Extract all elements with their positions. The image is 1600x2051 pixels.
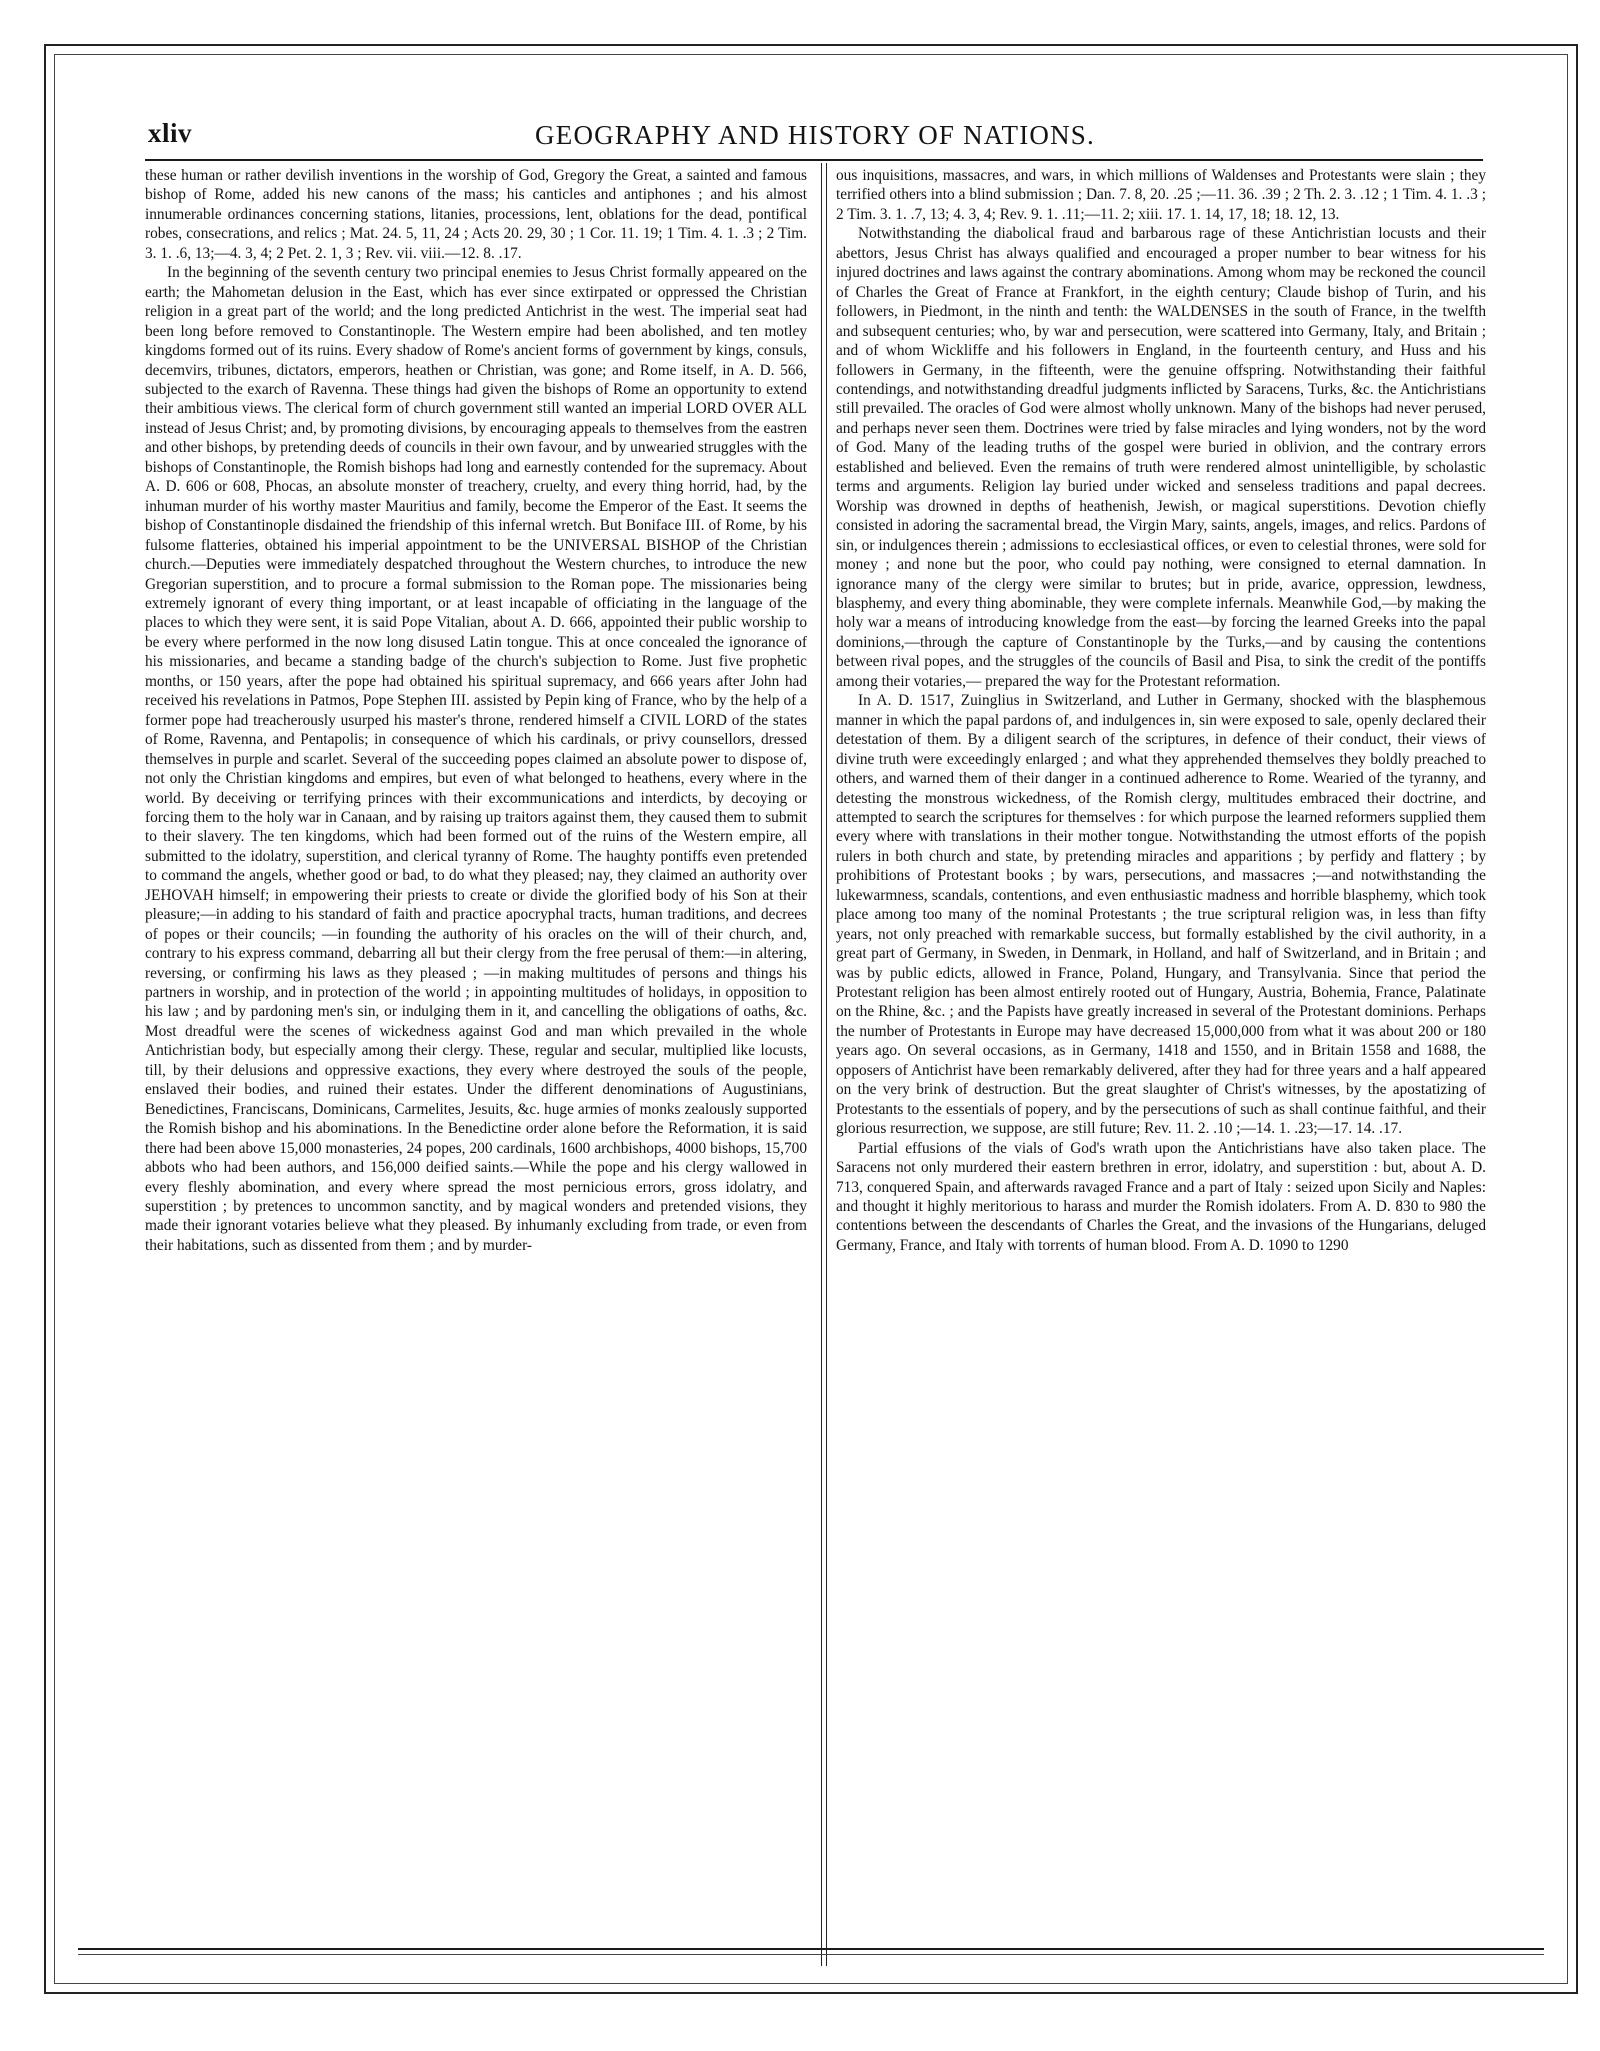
paragraph: In A. D. 1517, Zuinglius in Switzerland, and Luther in Germany, shocked with the blasphemous manner in which the papal pardons of, and indulgences in, sin were exposed to sale, openly declared their detestation of them. By a diligent search of the scriptures, in defence of their conduct, their views of divine truth were exceedingly enlarged ; and what they apprehended themselves they boldly preached to others, and warned them of their danger in a continued adherence to Rome. Wearied of the tyranny, and detesting the monstrous wickedness, of the Romish clergy, multitudes embraced their doctrine, and attempted to search the scriptures for themselves : for which purpose the learned reformers supplied them every where with translations in their mother tongue. Notwithstanding the utmost efforts of the popish rulers in both church and state, by pretending miracles and apparitions ; by perfidy and flattery ; by prohibitions of Protestant books ; by wars, persecutions, and massacres ;—and notwithstanding the lukewarmness, scandals, contentions, and even enthusiastic madness and horrible blasphemy, which took place among too many of the nominal Protestants ; the true scriptural religion was, in less than fifty years, not only preached with remarkable success, but formally established by the civil authority, in a great part of Germany, in Sweden, in Denmark, in Holland, and half of Switzerland, and in Britain ; and was by public edicts, allowed in France, Poland, Hungary, and Transylvania. Since that period the Protestant religion has been almost entirely rooted out of Hungary, Austria, Bohemia, France, Palatinate on the Rhine, &c. ; and the Papists have greatly increased in several of the Protestant dominions. Perhaps the number of Protestants in Europe may have decreased 15,000,000 from what it was about 200 or 180 years ago. On several occasions, as in Germany, 1418 and 1550, and in Britain 1558 and 1688, the opposers of Antichrist have been remarkably delivered, after they had for three years and a half appeared on the very brink of destruction. But the great slaughter of Christ's witnesses, by the apostatizing of Protestants to the essentials of popery, and by the persecutions of such as shall continue faithful, and their glorious resurrection, we suppose, are still future; Rev. 11. 2. .10 ;—14. 1. .23;—17. 14. .17.: [836, 692, 1486, 1138]
column-divider: [826, 163, 827, 1966]
right-column: [836, 166, 1486, 1946]
running-title: GEOGRAPHY AND HISTORY OF NATIONS.: [535, 120, 1095, 150]
paragraph: Partial effusions of the vials of God's wrath upon the Antichristians have also taken place. The Saracens not only murdered their eastern brethren in error, idolatry, and superstition : but, about A. D. 713, conquered Spain, and afterwards ravaged France and a part of Italy : seized upon Sicily and Naples: and thought it highly meritorious to harass and murder the Romish idolaters. From A. D. 830 to 980 the contentions between the descendants of Charles the Great, and the invasions of the Hungarians, deluged Germany, France, and Italy with torrents of human blood. From A. D. 1090 to 1290: [836, 1139, 1486, 1254]
page-number: xliv: [148, 118, 193, 148]
header-rule: [145, 159, 1483, 161]
page-header: [148, 118, 1482, 152]
paragraph: In the beginning of the seventh century two principal enemies to Jesus Christ formally appeared on the earth; the Mahometan delusion in the East, which has ever since extirpated or oppressed the Christian religion in a great part of the world; and the long predicted Antichrist in the west. The imperial seat had been long before removed to Constantinople. The Western empire had been abolished, and ten motley kingdoms formed out of its ruins. Every shadow of Rome's ancient forms of government by kings, consuls, decemvirs, tribunes, dictators, emperors, heathen or Christian, was gone; and Rome itself, in A. D. 566, subjected to the exarch of Ravenna. These things had given the bishops of Rome an opportunity to extend their ambitious views. The clerical form of church government still wanted an imperial LORD OVER ALL instead of Jesus Christ; and, by promoting divisions, by encouraging appeals to themselves from the eastren and other bishops, by pretending deeds of councils in their own favour, and by unwearied struggles with the bishops of Constantinople, the Romish bishops had long and earnestly contended for the supremacy. About A. D. 606 or 608, Phocas, an absolute monster of treachery, cruelty, and every thing horrid, had, by the inhuman murder of his worthy master Mauritius and family, become the Emperor of the East. It seems the bishop of Constantinople disdained the friendship of this infernal wretch. But Boniface III. of Rome, by his fulsome flatteries, obtained his imperial appointment to be the UNIVERSAL BISHOP of the Christian church.—Deputies were immediately despatched throughout the Western churches, to introduce the new Gregorian superstition, and to procure a formal submission to the Roman pope. The missionaries being extremely ignorant of every thing important, or at least incapable of officiating in the language of the places to which they were sent, it is said Pope Vitalian, about A. D. 666, appointed their public worship to be every where performed in the now long disused Latin tongue. This at once concealed the ignorance of his missionaries, and became a standing badge of the church's subjection to Rome. Just five prophetic months, or 150 years, after the pope had obtained his spiritual supremacy, and 666 years after John had received his revelations in Patmos, Pope Stephen III. assisted by Pepin king of France, who by the help of a former pope had treacherously usurped his master's throne, rendered himself a CIVIL LORD of the states of Rome, Ravenna, and Pentapolis; in consequence of which his cardinals, or privy counsellors, dressed themselves in purple and scarlet. Several of the succeeding popes claimed an absolute power to dispose of, not only the Christian kingdoms and empires, but even of what belonged to heathens, every where in the world. By deceiving or terrifying princes with their excommunications and interdicts, by decoying or forcing them to the holy war in Canaan, and by raising up traitors against them, they caused them to submit to their slavery. The ten kingdoms, which had been formed out of the ruins of the Western empire, all submitted to the idolatry, superstition, and clerical tyranny of Rome. The haughty pontiffs even pretended to command the angels, whether good or bad, to do what they pleased; nay, they claimed an authority over JEHOVAH himself; in empowering their priests to create or divide the glorified body of his Son at their pleasure;—in adding to his standard of faith and practice apocryphal tracts, human traditions, and decrees of popes or their councils; —in founding the authority of his oracles on the will of their church, and, contrary to his express command, debarring all but their clergy from the free perusal of them:—in altering, reversing, or confirming his laws as they pleased ; —in making multitudes of persons and things his partners in worship, and in protection of the world ; in appointing multitudes of holidays, in opposition to his law ; and by pardoning men's sin, or indulging them in it, and cancelling the obligations of oaths, &c. Most dreadful were the scenes of wickedness against God and man which prevailed in the whole Antichristian body, but especially among their clergy. These, regular and secular, multiplied like locusts, till, by their delusions and oppressive exactions, they every where destroyed the souls of the people, enslaved their bodies, and ruined their estates. Under the different denominations of Augustinians, Benedictines, Franciscans, Dominicans, Carmelites, Jesuits, &c. huge armies of monks zealously supported the Romish bishop and his abominations. In the Benedictine order alone before the Reformation, it is said there had been above 15,000 monasteries, 24 popes, 200 cardinals, 1600 archbishops, 4000 bishops, 15,700 abbots who had been authors, and 156,000 deified saints.—While the pope and his clergy wallowed in every fleshly abomination, and every where spread the most pernicious errors, gross idolatry, and superstition ; by pretences to uncommon sanctity, and by magical wonders and pretended visions, they made their ignorant votaries believe what they pleased. By inhumanly excluding from trade, or even from their habitations, such as dissented from them ; and by murder-: [145, 264, 807, 1254]
bottom-rule: [78, 1948, 1544, 1950]
paragraph: ous inquisitions, massacres, and wars, in which millions of Waldenses and Protestants were slain ; they terrified others into a blind submission ; Dan. 7. 8, 20. .25 ;—11. 36. .39 ; 2 Th. 2. 3. .12 ; 1 Tim. 4. 1. .3 ; 2 Tim. 3. 1. .7, 13; 4. 3, 4; Rev. 9. 1. .11;—11. 2; xiii. 17. 1. 14, 17, 18; 18. 12, 13.: [836, 167, 1486, 223]
paragraph: Notwithstanding the diabolical fraud and barbarous rage of these Antichristian locusts and their abettors, Jesus Christ has always qualified and encouraged a proper number to bear witness for his injured doctrines and laws against the contrary abominations. Among whom may be reckoned the council of Charles the Great of France at Frankfort, in the eighth century; Claude bishop of Turin, and his followers, in Piedmont, in the ninth and tenth: the WALDENSES in the south of France, in the twelfth and subsequent centuries; who, by war and persecution, were scattered into Germany, Italy, and Britain ; and of whom Wickliffe and his followers in England, in the fourteenth century, and Huss and his followers in Germany, in the fifteenth, were the genuine offspring. Notwithstanding their faithful contendings, and notwithstanding dreadful judgments inflicted by Saracens, Turks, &c. the Antichristians still prevailed. The oracles of God were almost wholly unknown. Many of the bishops had never perused, and perhaps never seen them. Doctrines were tried by false miracles and lying wonders, not by the word of God. Many of the leading truths of the gospel were buried in oblivion, and the contrary errors established and believed. Even the remains of truth were rendered almost unintelligible, by scholastic terms and arguments. Religion lay buried under wicked and senseless traditions and papal decrees. Worship was drowned in depths of heathenish, Jewish, or magical superstitions. Devotion chiefly consisted in adoring the sacramental bread, the Virgin Mary, saints, angels, images, and relics. Pardons of sin, or indulgences therein ; admissions to ecclesiastical offices, or even to celestial thrones, were sold for money ; and none but the poor, who could pay nothing, were consigned to eternal damnation. In ignorance many of the clergy were similar to brutes; but in pride, avarice, oppression, lewdness, blasphemy, and every thing abominable, they were complete infernals. Meanwhile God,—by making the holy war a means of introducing knowledge from the east—by forcing the learned Greeks into the papal dominions,—through the capture of Constantinople by the Turks,—and by causing the contentions between rival popes, and the struggles of the councils of Basil and Pisa, to sink the credit of the pontiffs among their votaries,— prepared the way for the Protestant reformation.: [836, 225, 1486, 690]
bottom-rule-thin: [78, 1954, 1544, 1955]
column-divider: [821, 163, 822, 1966]
left-column: [145, 166, 807, 1946]
paragraph: these human or rather devilish inventions in the worship of God, Gregory the Great, a sainted and famous bishop of Rome, added his new canons of the mass; his canticles and antiphones ; and his almost innumerable ordinances concerning stations, litanies, processions, lent, oblations for the dead, pontifical robes, consecrations, and relics ; Mat. 24. 5, 11, 24 ; Acts 20. 29, 30 ; 1 Cor. 11. 19; 1 Tim. 4. 1. .3 ; 2 Tim. 3. 1. .6, 13;—4. 3, 4; 2 Pet. 2. 1, 3 ; Rev. vii. viii.—12. 8. .17.: [145, 167, 807, 262]
